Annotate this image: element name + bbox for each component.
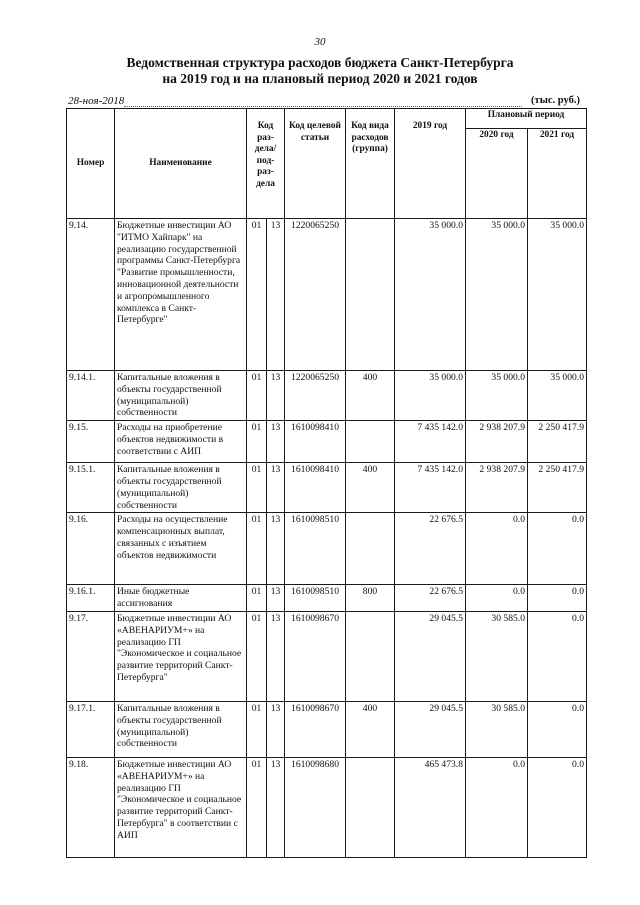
row-podrazdel: 13	[267, 585, 285, 612]
table-row	[67, 421, 587, 463]
document-date: 28-ноя-2018	[68, 95, 125, 107]
row-amount-2021: 0.0	[528, 513, 587, 585]
header-target: Код целевой статьи	[285, 109, 346, 219]
row-razdel: 01	[247, 219, 267, 371]
table-row	[67, 371, 587, 421]
row-amount-2019: 35 000.0	[395, 219, 466, 371]
row-vid: 800	[346, 585, 395, 612]
row-number: 9.14.	[67, 219, 115, 371]
row-name: Капитальные вложения в объекты государственной (муниципальной) собственности	[115, 701, 247, 757]
row-amount-2021: 0.0	[528, 701, 587, 757]
row-amount-2021: 0.0	[528, 757, 587, 857]
row-vid: 400	[346, 701, 395, 757]
table-row	[67, 219, 587, 371]
row-name: Бюджетные инвестиции АО «АВЕНАРИУМ+» на реализацию ГП "Экономическое и социальное развитие территорий Санкт-Петербурга"	[115, 611, 247, 701]
row-podrazdel: 13	[267, 421, 285, 463]
row-target: 1610098670	[285, 611, 346, 701]
row-razdel: 01	[247, 757, 267, 857]
row-amount-2019: 22 676.5	[395, 513, 466, 585]
row-amount-2020: 0.0	[466, 757, 528, 857]
row-amount-2021: 35 000.0	[528, 219, 587, 371]
row-amount-2019: 465 473.8	[395, 757, 466, 857]
row-number: 9.18.	[67, 757, 115, 857]
row-amount-2020: 35 000.0	[466, 219, 528, 371]
row-amount-2020: 2 938 207.9	[466, 421, 528, 463]
units-label: (тыс. руб.)	[531, 95, 580, 106]
row-name: Иные бюджетные ассигнования	[115, 585, 247, 612]
row-number: 9.16.	[67, 513, 115, 585]
row-razdel: 01	[247, 585, 267, 612]
row-amount-2020: 2 938 207.9	[466, 463, 528, 513]
row-name: Капитальные вложения в объекты государственной (муниципальной) собственности	[115, 371, 247, 421]
row-name: Бюджетные инвестиции АО "ИТМО Хайпарк" на реализацию государственной программы Санкт-Петербурга "Развитие промышленности, инновационной деятельности и агропромышленного комплекса в Санкт-Петербурге"	[115, 219, 247, 371]
row-vid: 400	[346, 371, 395, 421]
row-number: 9.17.1.	[67, 701, 115, 757]
row-number: 9.15.1.	[67, 463, 115, 513]
row-amount-2019: 22 676.5	[395, 585, 466, 612]
row-amount-2019: 29 045.5	[395, 611, 466, 701]
row-target: 1610098510	[285, 513, 346, 585]
row-target: 1610098510	[285, 585, 346, 612]
table-body	[67, 219, 587, 858]
row-vid	[346, 421, 395, 463]
table-row	[67, 701, 587, 757]
table-row	[67, 463, 587, 513]
header-vid: Код вида расходов (группа)	[346, 109, 395, 219]
row-podrazdel: 13	[267, 611, 285, 701]
row-target: 1610098410	[285, 421, 346, 463]
document-subtitle: на 2019 год и на плановый период 2020 и 2021 годов	[162, 71, 478, 86]
row-number: 9.14.1.	[67, 371, 115, 421]
row-razdel: 01	[247, 513, 267, 585]
row-number: 9.15.	[67, 421, 115, 463]
row-vid	[346, 611, 395, 701]
table-row	[67, 585, 587, 612]
row-amount-2020: 0.0	[466, 585, 528, 612]
row-name: Расходы на осуществление компенсационных выплат, связанных с изъятием объектов недвижимости	[115, 513, 247, 585]
header-razdel: Код раз- дела/ под- раз- дела	[247, 109, 285, 219]
header-number: Номер	[67, 109, 115, 219]
row-number: 9.16.1.	[67, 585, 115, 612]
budget-table	[66, 108, 587, 858]
row-amount-2020: 30 585.0	[466, 701, 528, 757]
row-vid	[346, 757, 395, 857]
row-number: 9.17.	[67, 611, 115, 701]
header-2021: 2021 год	[528, 129, 587, 219]
table-row	[67, 513, 587, 585]
row-podrazdel: 13	[267, 513, 285, 585]
row-amount-2021: 2 250 417.9	[528, 463, 587, 513]
row-name: Капитальные вложения в объекты государственной (муниципальной) собственности	[115, 463, 247, 513]
row-amount-2019: 29 045.5	[395, 701, 466, 757]
header-2019: 2019 год	[395, 109, 466, 219]
row-amount-2020: 30 585.0	[466, 611, 528, 701]
row-podrazdel: 13	[267, 371, 285, 421]
page-number: 30	[314, 36, 326, 48]
row-target: 1610098410	[285, 463, 346, 513]
row-amount-2019: 35 000.0	[395, 371, 466, 421]
header-2020: 2020 год	[466, 129, 528, 219]
row-razdel: 01	[247, 611, 267, 701]
row-vid	[346, 513, 395, 585]
row-amount-2021: 0.0	[528, 611, 587, 701]
row-podrazdel: 13	[267, 463, 285, 513]
row-razdel: 01	[247, 421, 267, 463]
row-amount-2021: 2 250 417.9	[528, 421, 587, 463]
row-amount-2020: 35 000.0	[466, 371, 528, 421]
table-row	[67, 611, 587, 701]
row-name: Бюджетные инвестиции АО «АВЕНАРИУМ+» на реализацию ГП "Экономическое и социальное развитие территорий Санкт-Петербурга" в соответствии с АИП	[115, 757, 247, 857]
row-target: 1610098670	[285, 701, 346, 757]
table-header	[67, 109, 587, 219]
header-name: Наименование	[115, 109, 247, 219]
row-name: Расходы на приобретение объектов недвижимости в соответствии с АИП	[115, 421, 247, 463]
header-planned: Плановый период	[466, 109, 587, 129]
row-amount-2021: 35 000.0	[528, 371, 587, 421]
table-row	[67, 757, 587, 857]
row-razdel: 01	[247, 463, 267, 513]
row-razdel: 01	[247, 701, 267, 757]
row-target: 1610098680	[285, 757, 346, 857]
row-amount-2019: 7 435 142.0	[395, 463, 466, 513]
row-amount-2019: 7 435 142.0	[395, 421, 466, 463]
dotted-separator	[124, 106, 522, 107]
row-podrazdel: 13	[267, 701, 285, 757]
row-vid	[346, 219, 395, 371]
row-podrazdel: 13	[267, 219, 285, 371]
document-title: Ведомственная структура расходов бюджета Санкт-Петербурга	[126, 55, 514, 70]
row-target: 1220065250	[285, 219, 346, 371]
row-amount-2021: 0.0	[528, 585, 587, 612]
row-vid: 400	[346, 463, 395, 513]
row-podrazdel: 13	[267, 757, 285, 857]
row-razdel: 01	[247, 371, 267, 421]
row-amount-2020: 0.0	[466, 513, 528, 585]
row-target: 1220065250	[285, 371, 346, 421]
